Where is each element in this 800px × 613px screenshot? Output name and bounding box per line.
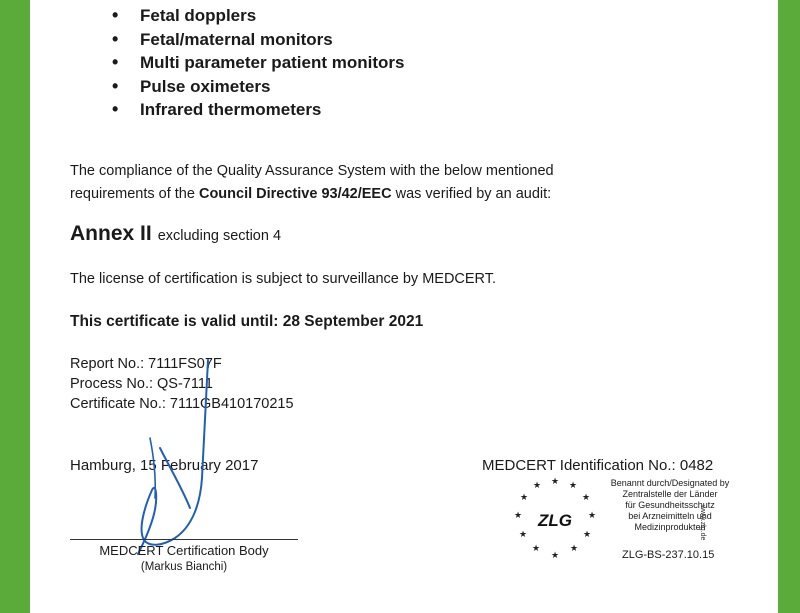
svg-text:★: ★ — [518, 529, 528, 539]
list-item: • Fetal/maternal monitors — [112, 28, 404, 52]
certificate-number: Certificate No.: 7111GB410170215 — [70, 396, 294, 412]
identification-number: MEDCERT Identification No.: 0482 — [482, 457, 714, 474]
signature-line — [70, 539, 298, 540]
right-green-border — [778, 0, 800, 613]
zlg-website: www.zlg.de — [699, 505, 706, 541]
svg-text:★: ★ — [587, 510, 597, 520]
list-item: • Multi parameter patient monitors — [112, 51, 404, 75]
product-list — [112, 4, 404, 122]
zlg-designation — [600, 478, 740, 533]
place-date: Hamburg, 15 February 2017 — [70, 457, 259, 474]
compliance-line-2-pre: requirements of the — [70, 186, 199, 202]
license-text: The license of certification is subject to surveillance by MEDCERT. — [70, 271, 497, 287]
list-item: • Infrared thermometers — [112, 98, 404, 122]
zlg-logo-text: ZLG — [538, 511, 572, 530]
council-directive: Council Directive 93/42/EEC — [198, 186, 392, 202]
annex-note: excluding section 4 — [157, 228, 282, 244]
signatory — [70, 543, 298, 575]
list-item: • Pulse oximeters — [112, 75, 404, 99]
svg-text:★: ★ — [581, 492, 591, 502]
compliance-line-1: The compliance of the Quality Assurance System with the below mentioned — [70, 163, 554, 179]
zlg-line-5: Medizinprodukten — [634, 522, 706, 532]
zlg-code: ZLG-BS-237.10.15 — [622, 549, 715, 561]
svg-text:★: ★ — [513, 510, 523, 520]
svg-text:★: ★ — [531, 543, 541, 553]
zlg-stars-logo — [505, 474, 605, 566]
zlg-line-3: für Gesundheitsschutz — [625, 500, 715, 510]
compliance-statement — [70, 160, 554, 206]
svg-text:★: ★ — [568, 480, 578, 490]
svg-text:★: ★ — [550, 550, 560, 560]
svg-text:★: ★ — [582, 529, 592, 539]
validity-statement: This certificate is valid until: 28 September 2021 — [70, 313, 424, 330]
annex-line — [70, 222, 281, 246]
svg-text:★: ★ — [550, 476, 560, 486]
report-number: Report No.: 7111FS07F — [70, 356, 222, 372]
compliance-line-2-post: was verified by an audit: — [391, 186, 552, 202]
svg-text:★: ★ — [569, 543, 579, 553]
compliance-line-2 — [70, 183, 554, 206]
zlg-line-1: Benannt durch/Designated by — [610, 478, 730, 488]
handwritten-signature — [120, 358, 230, 558]
zlg-line-4: bei Arzneimitteln und — [628, 511, 712, 521]
annex-title: Annex II — [70, 222, 152, 245]
signatory-name: (Markus Bianchi) — [140, 561, 228, 573]
zlg-line-2: Zentralstelle der Länder — [622, 489, 718, 499]
process-number: Process No.: QS-7111 — [70, 376, 213, 392]
left-green-border — [0, 0, 30, 613]
list-item: • Fetal dopplers — [112, 4, 404, 28]
svg-text:★: ★ — [519, 492, 529, 502]
svg-text:★: ★ — [532, 480, 542, 490]
signatory-body: MEDCERT Certification Body — [99, 543, 269, 558]
